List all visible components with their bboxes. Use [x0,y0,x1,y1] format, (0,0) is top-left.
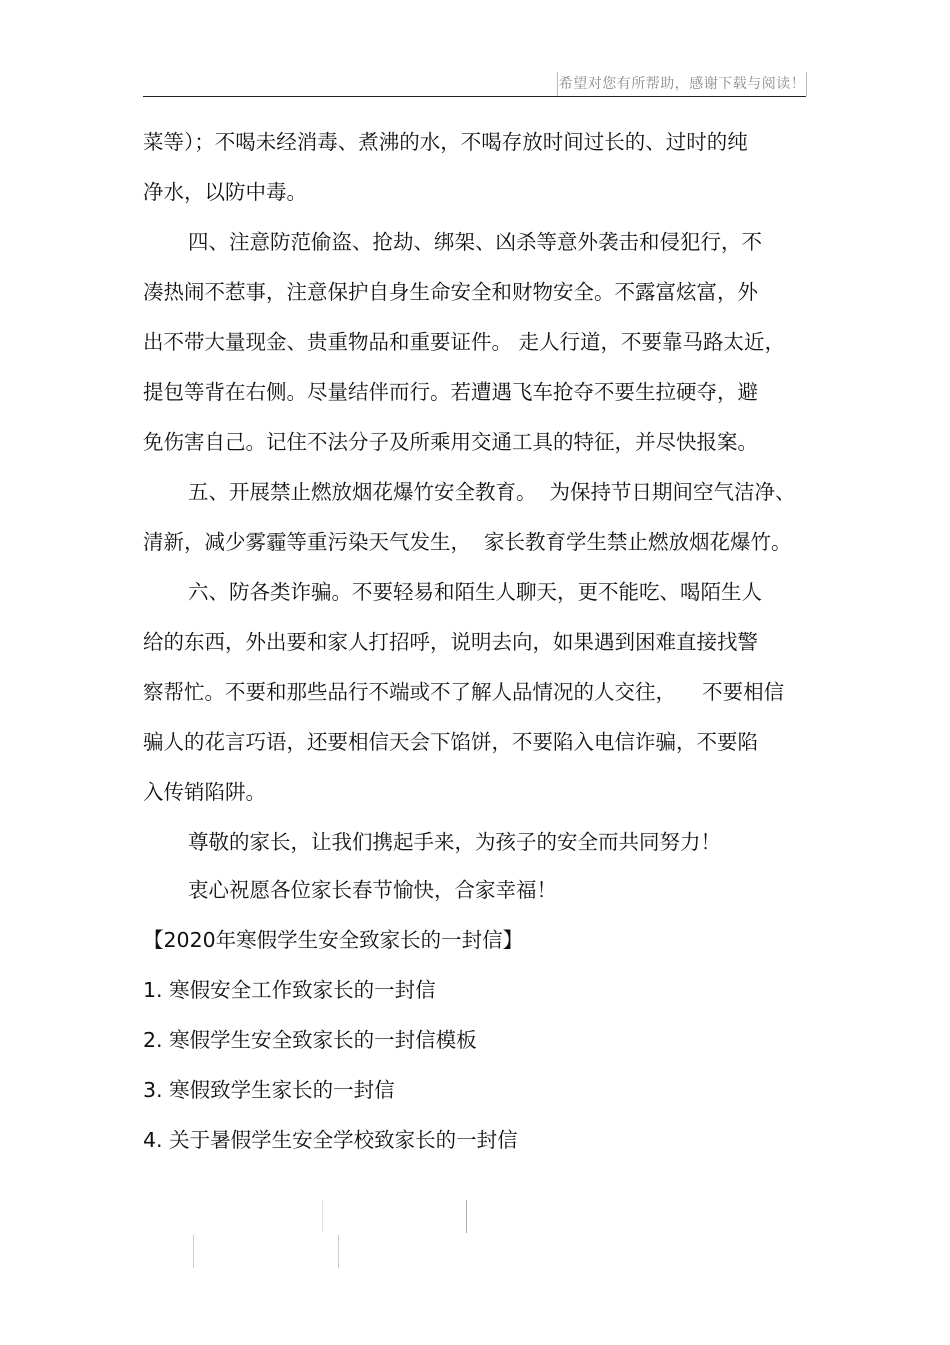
paragraph-line: 五、开展禁止燃放烟花爆竹安全教育。 为保持节日期间空气洁净、 [188,480,796,504]
paragraph-line: 入传销陷阱。 [143,780,266,804]
decorative-divider [322,1200,323,1232]
closing-line: 尊敬的家长，让我们携起手来，为孩子的安全而共同努力！ [188,830,721,854]
decorative-divider [193,1235,194,1268]
related-link[interactable]: 3. 寒假致学生家长的一封信 [143,1078,395,1102]
header-note: 希望对您有所帮助，感谢下载与阅读！ [557,72,807,96]
paragraph-line: 四、注意防范偷盗、抢劫、绑架、凶杀等意外袭击和侵犯行，不 [188,230,762,254]
paragraph-line: 净水，以防中毒。 [143,180,307,204]
paragraph-line: 清新，减少雾霾等重污染天气发生， 家长教育学生禁止燃放烟花爆竹。 [143,530,792,554]
header-rule [143,96,806,97]
paragraph-line: 骗人的花言巧语，还要相信天会下馅饼，不要陷入电信诈骗，不要陷 [143,730,758,754]
paragraph-line: 菜等）；不喝未经消毒、煮沸的水，不喝存放时间过长的、过时的纯 [143,130,748,154]
paragraph-line: 六、防各类诈骗。不要轻易和陌生人聊天，更不能吃、喝陌生人 [188,580,762,604]
decorative-divider [466,1200,467,1233]
paragraph-line: 察帮忙。不要和那些品行不端或不了解人品情况的人交往， 不要相信 [143,680,785,704]
paragraph-line: 给的东西，外出要和家人打招呼，说明去向，如果遇到困难直接找警 [143,630,758,654]
paragraph-line: 出不带大量现金、贵重物品和重要证件。 走人行道，不要靠马路太近， [143,330,786,354]
related-link[interactable]: 1. 寒假安全工作致家长的一封信 [143,978,436,1002]
related-link[interactable]: 2. 寒假学生安全致家长的一封信模板 [143,1028,477,1052]
paragraph-line: 提包等背在右侧。尽量结伴而行。若遭遇飞车抢夺不要生拉硬夺，避 [143,380,758,404]
paragraph-line: 免伤害自己。记住不法分子及所乘用交通工具的特征，并尽快报案。 [143,430,758,454]
related-link[interactable]: 4. 关于暑假学生安全学校致家长的一封信 [143,1128,518,1152]
decorative-divider [338,1235,339,1268]
paragraph-line: 凑热闹不惹事，注意保护自身生命安全和财物安全。不露富炫富，外 [143,280,758,304]
related-heading: 【2020年寒假学生安全致家长的一封信】 [143,928,524,952]
closing-line: 衷心祝愿各位家长春节愉快，合家幸福！ [188,878,557,902]
